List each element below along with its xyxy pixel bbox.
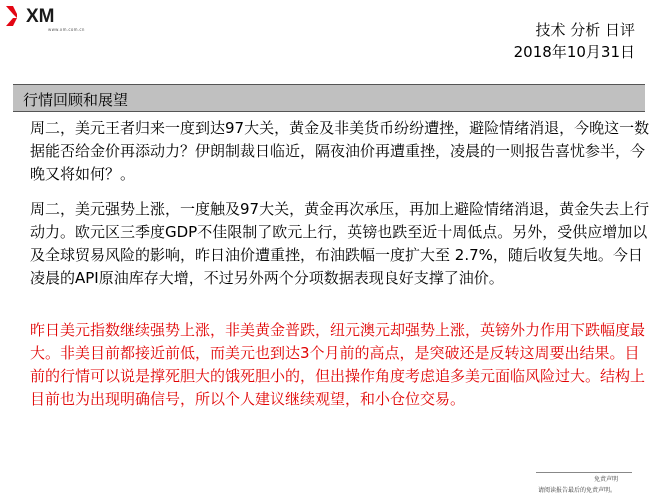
footer-disclaimer-title: 免责声明 [594, 476, 619, 483]
paragraph-outlook [30, 319, 650, 411]
logo-text: XM [26, 6, 55, 27]
xm-logo [4, 4, 84, 38]
report-date: 2018年10月31日 [513, 43, 635, 61]
logo-subtext: www.xm.com.cn [48, 27, 85, 32]
xm-logo-icon [4, 4, 28, 28]
section-header-bar [13, 84, 645, 112]
paragraph-review-text: 周二，美元强势上涨，一度触及97大关，黄金再次承压，再加上避险情绪消退，黄金失去上行动力。欧元区三季度GDP不佳限制了欧元上行，英镑也跌至近十周低点。另外，受供应增加以及全球贸易风险的影响，昨日油价遭重挫，布油跌幅一度扩大至 2.7%，随后收复失地。今日凌晨的API原油库存大增，不过另外两个分项数据表现良好支撑了油价。 [30, 200, 650, 287]
section-title: 行情回顾和展望 [23, 91, 129, 109]
report-header [514, 19, 635, 63]
paragraph-outlook-text: 昨日美元指数继续强势上涨，非美黄金普跌，纽元澳元却强势上涨，英镑外力作用下跌幅度最大。非美目前都接近前低，而美元也到达3个月前的高点，是突破还是反转这周要出结果。目前的行情可以说是撑死胆大的饿死胆小的，但出操作角度考虑追多美元面临风险过大。结构上目前也为出现明确信号，所以个人建议继续观望，和小仓位交易。 [30, 321, 646, 408]
footer-divider [536, 472, 632, 473]
report-type: 技术 分析 日评 [535, 21, 635, 39]
paragraph-review [30, 198, 650, 290]
footer-disclaimer-note: 请阅读报告最后的免责声明。 [538, 487, 617, 494]
paragraph-summary-text: 周二，美元王者归来一度到达97大关，黄金及非美货币纷纷遭挫，避险情绪消退，今晚这一数据能否给金价再添动力？伊朗制裁日临近，隔夜油价再遭重挫，凌晨的一则报告喜忧参半，今晚又将如何？。 [30, 119, 650, 183]
paragraph-summary [30, 117, 650, 186]
